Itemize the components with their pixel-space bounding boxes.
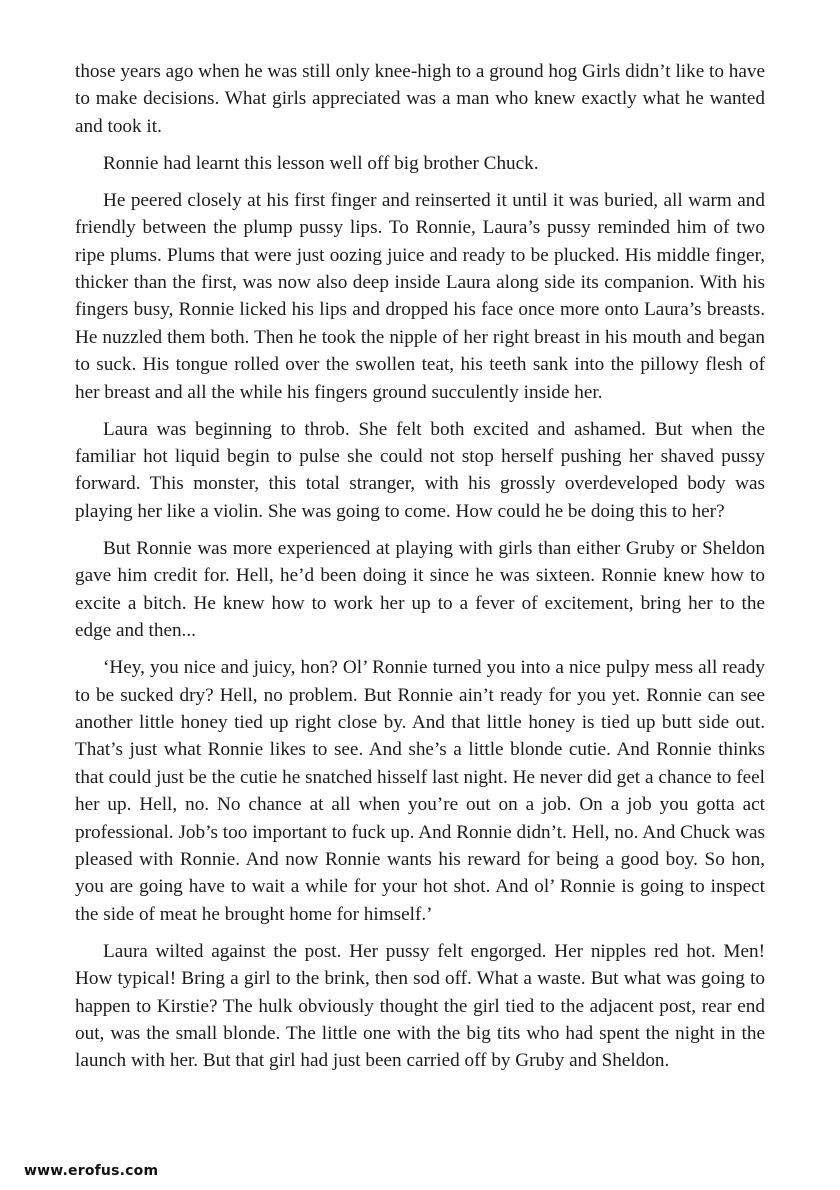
paragraph-5: But Ronnie was more experienced at playing with girls than either Gruby or Sheldon gave him credit for. Hell, he’d been doing it since he was sixteen. Ronnie knew how to excite a bitch. He knew how to work her up to a fever of excitement, bring her to the edge and then... [75, 537, 765, 642]
paragraph-1: those years ago when he was still only knee-high to a ground hog Girls didn’t like to have to make decisions. What girls appreciated was a man who knew exactly what he wanted and took it. [75, 61, 765, 137]
paragraph-6: ‘Hey, you nice and juicy, hon? Ol’ Ronnie turned you into a nice pulpy mess all ready to be sucked dry? Hell, no problem. But Ronnie ain’t ready for you yet. Ronnie can see another little honey tied up right close by. And that little honey is tied up butt side out. That’s just what Ronnie likes to see. And she’s a little blonde cutie. And Ronnie thinks that could just be the cutie he snatched hisself last night. He never did get a chance to feel her up. Hell, no. No chance at all when you’re out on a job. On a job you gotta act professional. Job’s too important to fuck up. And Ronnie didn’t. Hell, no. And Chuck was pleased with Ronnie. And now Ronnie wants his reward for being a good boy. So hon, you are going have to wait a while for your hot shot. And ol’ Ronnie is going to inspect the side of meat he brought home for himself.’ [75, 657, 765, 925]
paragraph-7: Laura wilted against the post. Her pussy felt engorged. Her nipples red hot. Men! How typical! Bring a girl to the brink, then sod off. What a waste. But what was going to happen to Kirstie? The hulk obviously thought the girl tied to the adjacent post, rear end out, was the small blonde. The little one with the big tits who had spent the night in the launch with her. But that girl had just been carried off by Gruby and Sheldon. [75, 940, 765, 1072]
paragraph-2: Ronnie had learnt this lesson well off big brother Chuck. [103, 152, 539, 174]
paragraph-4: Laura was beginning to throb. She felt both excited and ashamed. But when the familiar hot liquid begin to pulse she could not stop herself pushing her shaved pussy forward. This monster, this total stranger, with his grossly overdeveloped body was playing her like a violin. She was going to come. How could he be doing this to her? [75, 418, 765, 522]
site-watermark: www.erofus.com [24, 1163, 159, 1179]
paragraph-3: He peered closely at his first finger and reinserted it until it was buried, all warm and friendly between the plump pussy lips. To Ronnie, Laura’s pussy reminded him of two ripe plums. Plums that were just oozing juice and ready to be plucked. His middle finger, thicker than the first, was now also deep inside Laura along side its companion. With his fingers busy, Ronnie licked his lips and dropped his face once more onto Laura’s breasts. He nuzzled them both. Then he took the nipple of her right breast in his mouth and began to suck. His tongue rolled over the swollen teat, his teeth sank into the pillowy flesh of her breast and all the while his fingers ground succulently inside her. [75, 189, 765, 403]
document-body [75, 58, 765, 1084]
